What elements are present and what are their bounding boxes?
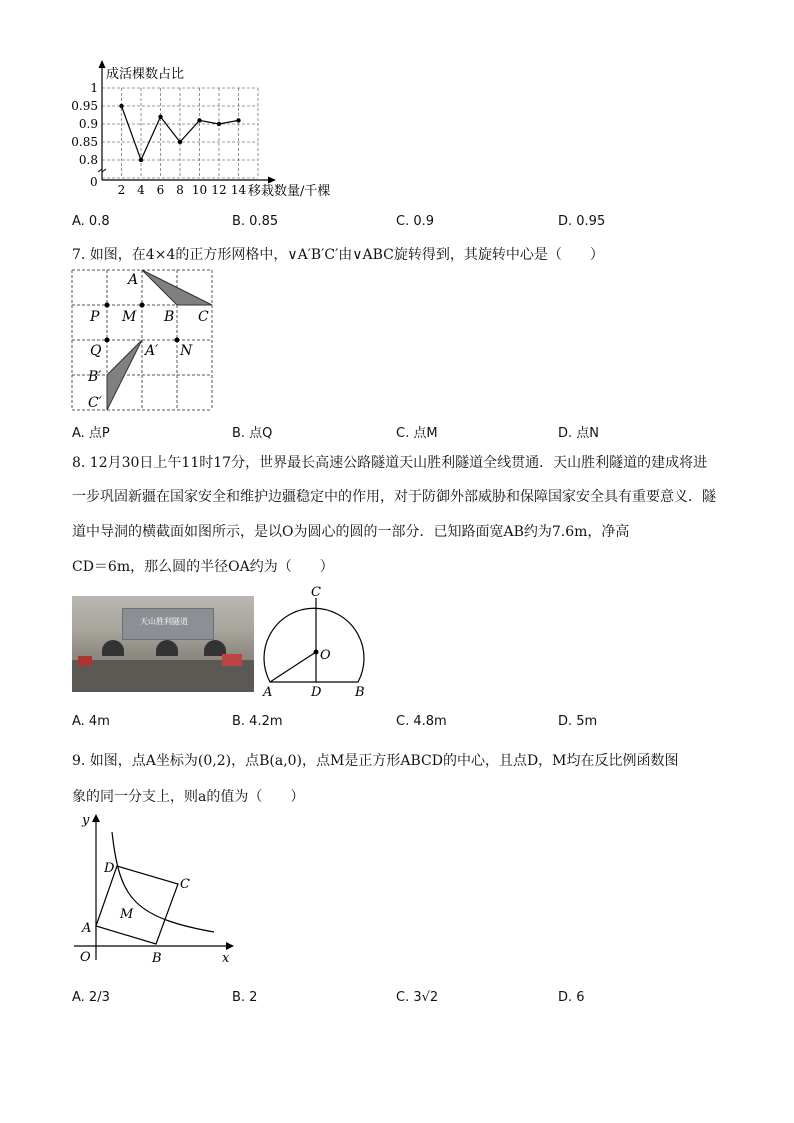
chart-x-tick: 6 <box>156 183 165 197</box>
segment-oa <box>270 652 316 682</box>
point-m <box>140 303 145 308</box>
label-b-prime: B′ <box>88 369 102 385</box>
tunnel-arc <box>264 608 364 682</box>
chart-y-arrow <box>99 60 106 68</box>
point-p <box>105 303 110 308</box>
tunnel-photo <box>72 596 254 692</box>
label-c: C <box>198 309 209 325</box>
q8-stem-line-1: 8. 12月30日上午11时17分，世界最长高速公路隧道天山胜利隧道全线贯通．天山胜利隧道的建成将进 <box>72 455 708 471</box>
line-chart <box>71 58 360 208</box>
label-q: Q <box>90 343 102 359</box>
q9-coordinate-figure <box>70 808 240 968</box>
point-q <box>105 338 110 343</box>
label-o: O <box>320 648 331 663</box>
chart-x-tick: 8 <box>176 183 184 197</box>
chart-y-tick: 0.8 <box>78 153 98 167</box>
q7-option-c[interactable]: C. 点M <box>396 426 438 441</box>
q9-option-b[interactable]: B. 2 <box>232 990 258 1005</box>
q7-option-b[interactable]: B. 点Q <box>232 426 273 441</box>
q6-option-a[interactable]: A. 0.8 <box>72 214 110 229</box>
q7-option-a[interactable]: A. 点P <box>72 426 110 441</box>
q9-option-a-text: A. 2/3 <box>72 990 110 1005</box>
chart-y-tick: 1 <box>90 81 98 95</box>
label-c: C <box>180 877 190 892</box>
chart-x-tick: 4 <box>137 183 145 197</box>
q8-stem-line-4: CD＝6m，那么圆的半径OA约为（ ） <box>72 559 334 575</box>
q6-option-d[interactable]: D. 0.95 <box>558 214 606 229</box>
q7-option-d[interactable]: D. 点N <box>558 426 599 441</box>
chart-point <box>217 122 221 126</box>
q9-option-c[interactable]: C. 3√2 <box>396 990 439 1005</box>
label-m: M <box>122 309 137 325</box>
triangle-a2b2c2 <box>107 340 142 410</box>
q7-grid-figure <box>66 266 226 416</box>
q8-option-a[interactable]: A. 4m <box>72 714 110 729</box>
q7-stem: 7. 如图，在4×4的正方形网格中，∨A′B′C′由∨ABC旋转得到，其旋转中心是（ ） <box>72 247 604 263</box>
chart-y-tick: 0.95 <box>71 99 98 113</box>
chart-x-arrow <box>268 177 276 184</box>
q8-option-d[interactable]: D. 5m <box>558 714 598 729</box>
q8-option-b[interactable]: B. 4.2m <box>232 714 283 729</box>
label-o: O <box>80 950 91 965</box>
chart-point <box>197 118 201 122</box>
label-b: B <box>355 685 365 700</box>
chart-xlabel: 移栽数量/千棵 <box>248 184 331 199</box>
chart-x-tick: 12 <box>211 183 227 197</box>
label-c-prime: C′ <box>88 395 102 411</box>
chart-point <box>139 158 143 162</box>
q9-option-a[interactable] <box>72 990 110 1005</box>
chart-point <box>158 115 162 119</box>
chart-point <box>119 104 123 108</box>
label-a: A <box>82 921 92 936</box>
label-d: D <box>311 685 322 700</box>
q9-option-d[interactable]: D. 6 <box>558 990 585 1005</box>
point-n <box>175 338 180 343</box>
chart-grid <box>102 88 258 178</box>
label-x: x <box>222 951 230 966</box>
q8-stem-line-3: 道中导洞的横截面如图所示，是以O为圆心的圆的一部分．已知路面宽AB约为7.6m，净高 <box>72 524 630 540</box>
label-a-prime: A′ <box>145 343 159 359</box>
chart-point <box>178 140 182 144</box>
label-a: A <box>128 272 139 288</box>
label-a: A <box>263 685 273 700</box>
label-m: M <box>120 907 134 922</box>
q6-option-c[interactable]: C. 0.9 <box>396 214 435 229</box>
point-o <box>314 650 319 655</box>
x-axis-arrow <box>226 942 234 950</box>
label-y: y <box>82 813 90 828</box>
chart-y-tick: 0.9 <box>78 117 98 131</box>
chart-x-tick: 14 <box>230 183 247 197</box>
label-b: B <box>152 951 162 966</box>
chart-y-tick: 0.85 <box>71 135 98 149</box>
chart-x-tick: 10 <box>191 183 208 197</box>
tunnel-cross-section <box>260 584 380 700</box>
square-abcd <box>96 866 178 944</box>
chart-x-tick: 2 <box>117 183 126 197</box>
label-d: D <box>104 861 115 876</box>
q9-stem-line-1: 9. 如图，点A坐标为(0,2)，点B(a,0)，点M是正方形ABCD的中心，且点D，M均在反比例函数图 <box>72 753 679 769</box>
chart-ylabel: 成活棵数占比 <box>106 67 185 82</box>
q8-option-c[interactable]: C. 4.8m <box>396 714 447 729</box>
q9-stem-line-2: 象的同一分支上，则a的值为（ ） <box>72 789 305 805</box>
q8-stem-line-2: 一步巩固新疆在国家安全和维护边疆稳定中的作用，对于防御外部威胁和保障国家安全具有重要意义．隧 <box>72 489 716 505</box>
label-b: B <box>164 309 175 325</box>
label-c: C <box>311 585 321 600</box>
label-n: N <box>180 343 193 359</box>
q6-option-b[interactable]: B. 0.85 <box>232 214 279 229</box>
chart-origin-label: 0 <box>90 175 98 189</box>
label-p: P <box>90 309 100 325</box>
tunnel-photo-sign: 天山胜利隧道 <box>140 617 188 626</box>
y-axis-arrow <box>92 814 100 822</box>
chart-point <box>236 118 240 122</box>
chart-axis-break <box>98 169 106 172</box>
